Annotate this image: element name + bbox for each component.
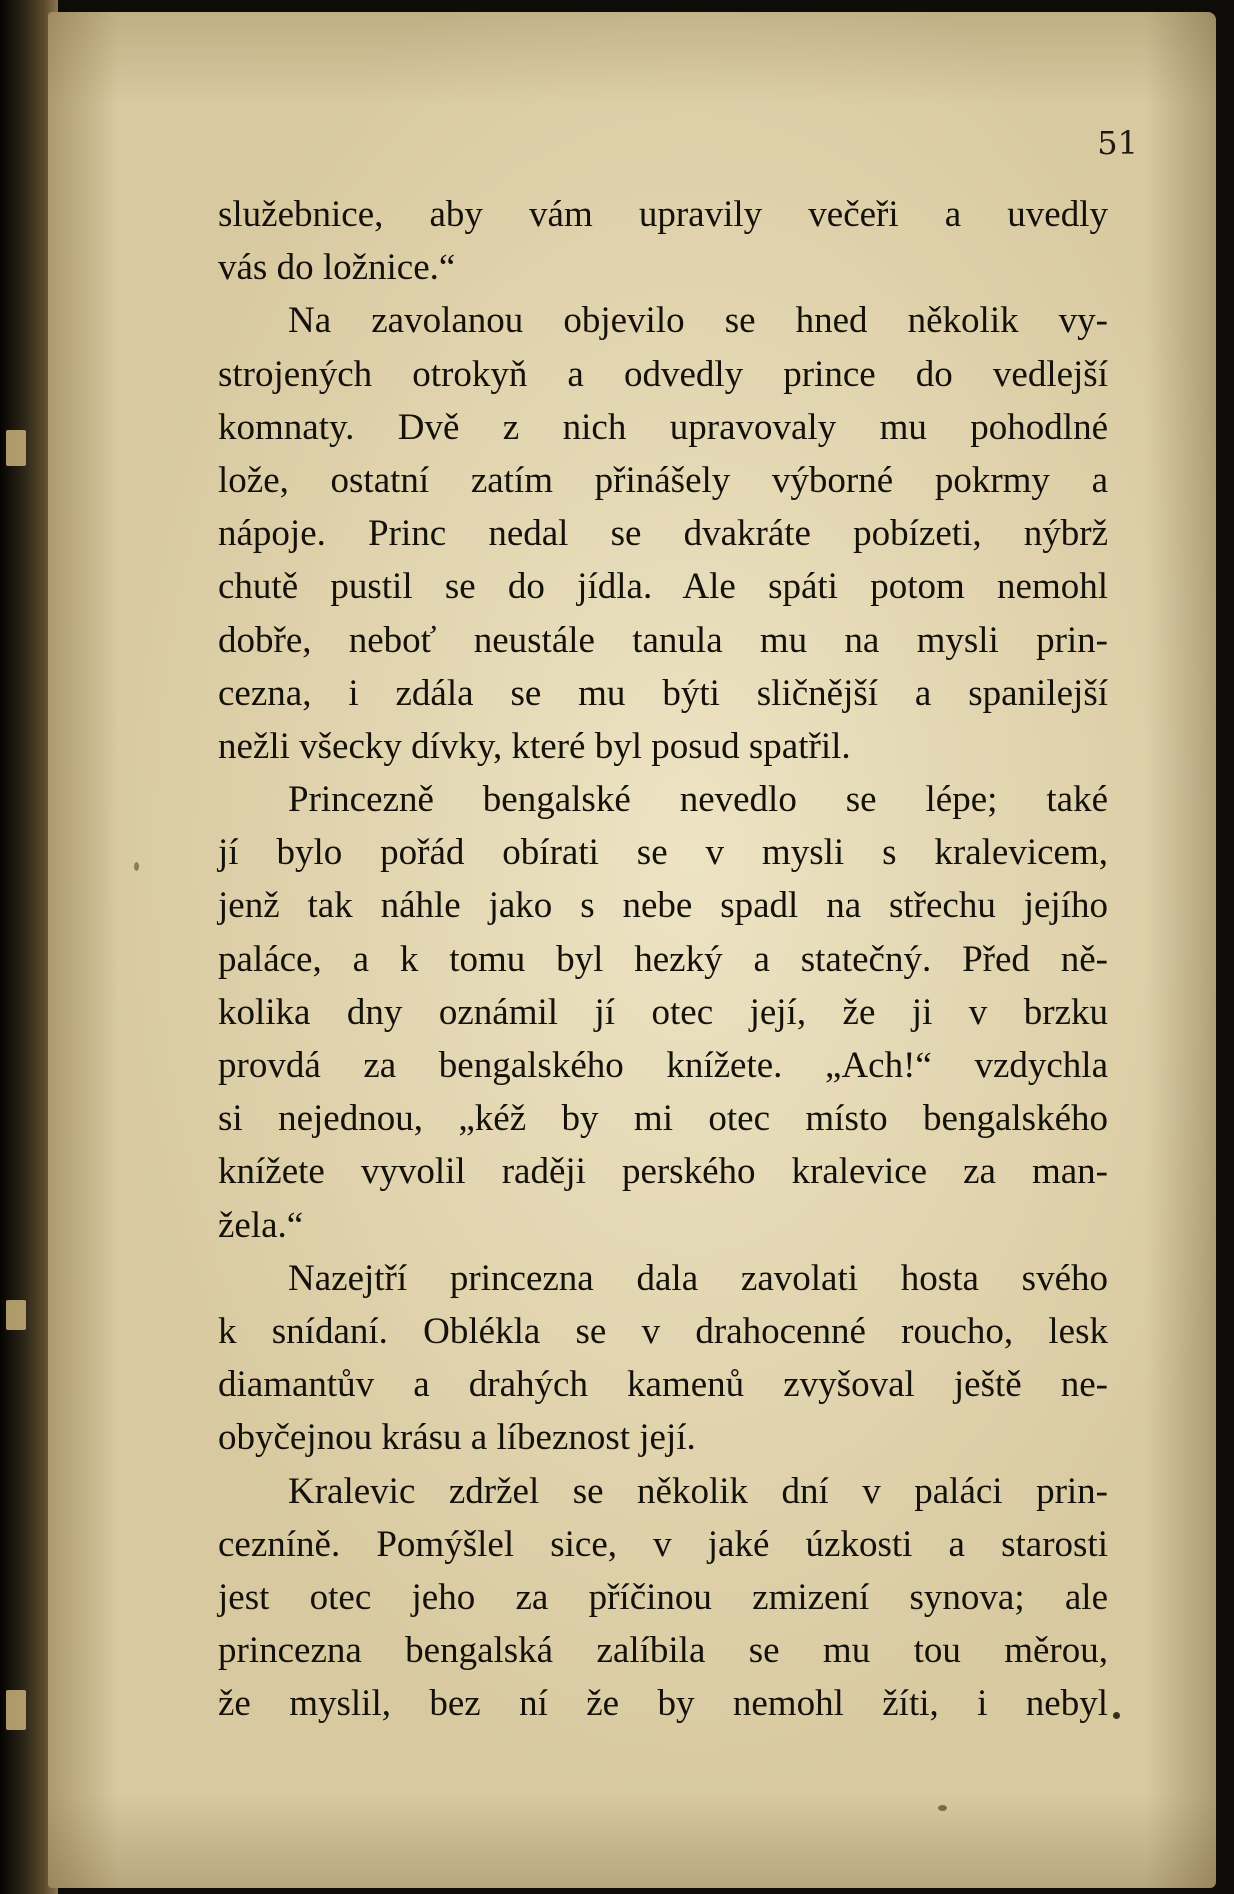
text-line: cezníně. Pomýšlel sice, v jaké úzkosti a starosti [218, 1523, 1108, 1565]
text-line: dobře, neboť neustále tanula mu na mysli prin- [218, 619, 1108, 661]
text-line: nežli všecky dívky, které byl posud spatřil. [218, 725, 851, 767]
text-line: jí bylo pořád obírati se v mysli s kralevicem, [218, 832, 1108, 874]
paragraph-first-line: Kralevic zdržel se několik dní v paláci prin- [288, 1470, 1108, 1512]
text-line: diamantův a drahých kamenů zvyšoval ještě ne- [218, 1364, 1108, 1406]
text-line: jenž tak náhle jako s nebe spadl na střechu jejího [218, 885, 1108, 927]
page-sheet [48, 12, 1216, 1888]
binding-thread [6, 1690, 26, 1730]
text-line: kolika dny oznámil jí otec její, že ji v brzku [218, 991, 1108, 1033]
binding-thread [6, 430, 26, 466]
paragraph-first-line: Nazejtří princezna dala zavolati hosta svého [288, 1257, 1108, 1299]
text-line: knížete vyvolil raději perského kralevice za man- [218, 1151, 1108, 1193]
page-number: 51 [1097, 124, 1138, 162]
text-line: že myslil, bez ní že by nemohl žíti, i nebyl [218, 1683, 1108, 1725]
text-line: si nejednou, „kéž by mi otec místo bengalského [218, 1098, 1108, 1140]
text-line: chutě pustil se do jídla. Ale spáti potom nemohl [218, 566, 1108, 608]
text-line: jest otec jeho za příčinou zmizení synova; ale [218, 1576, 1108, 1618]
text-line: k snídaní. Oblékla se v drahocenné roucho, lesk [218, 1310, 1108, 1352]
text-line: služebnice, aby vám upravily večeři a uvedly [218, 194, 1108, 235]
binding-thread [6, 1300, 26, 1330]
text-line: lože, ostatní zatím přinášely výborné pokrmy a [218, 459, 1108, 501]
text-line: žela.“ [218, 1204, 304, 1246]
text-line: nápoje. Princ nedal se dvakráte pobízeti, nýbrž [218, 513, 1108, 555]
text-line: strojených otrokyň a odvedly prince do vedlejší [218, 353, 1108, 395]
paragraph-first-line: Na zavolanou objevilo se hned několik vy- [288, 300, 1108, 342]
body-text [218, 188, 1108, 1730]
text-line: cezna, i zdála se mu býti sličnější a spanilejší [218, 672, 1108, 714]
ink-speck [938, 1805, 947, 1811]
text-line: paláce, a k tomu byl hezký a statečný. Před ně- [218, 938, 1108, 980]
text-line: princezna bengalská zalíbila se mu tou měrou, [218, 1630, 1108, 1672]
ink-speck [134, 862, 139, 871]
paragraph-first-line: Princezně bengalské nevedlo se lépe; také [288, 779, 1108, 821]
ink-speck [1113, 1712, 1120, 1719]
text-line: komnaty. Dvě z nich upravovaly mu pohodlné [218, 406, 1108, 448]
text-line: obyčejnou krásu a líbeznost její. [218, 1417, 696, 1459]
text-line: vás do ložnice.“ [218, 247, 456, 289]
text-line: provdá za bengalského knížete. „Ach!“ vzdychla [218, 1045, 1108, 1086]
